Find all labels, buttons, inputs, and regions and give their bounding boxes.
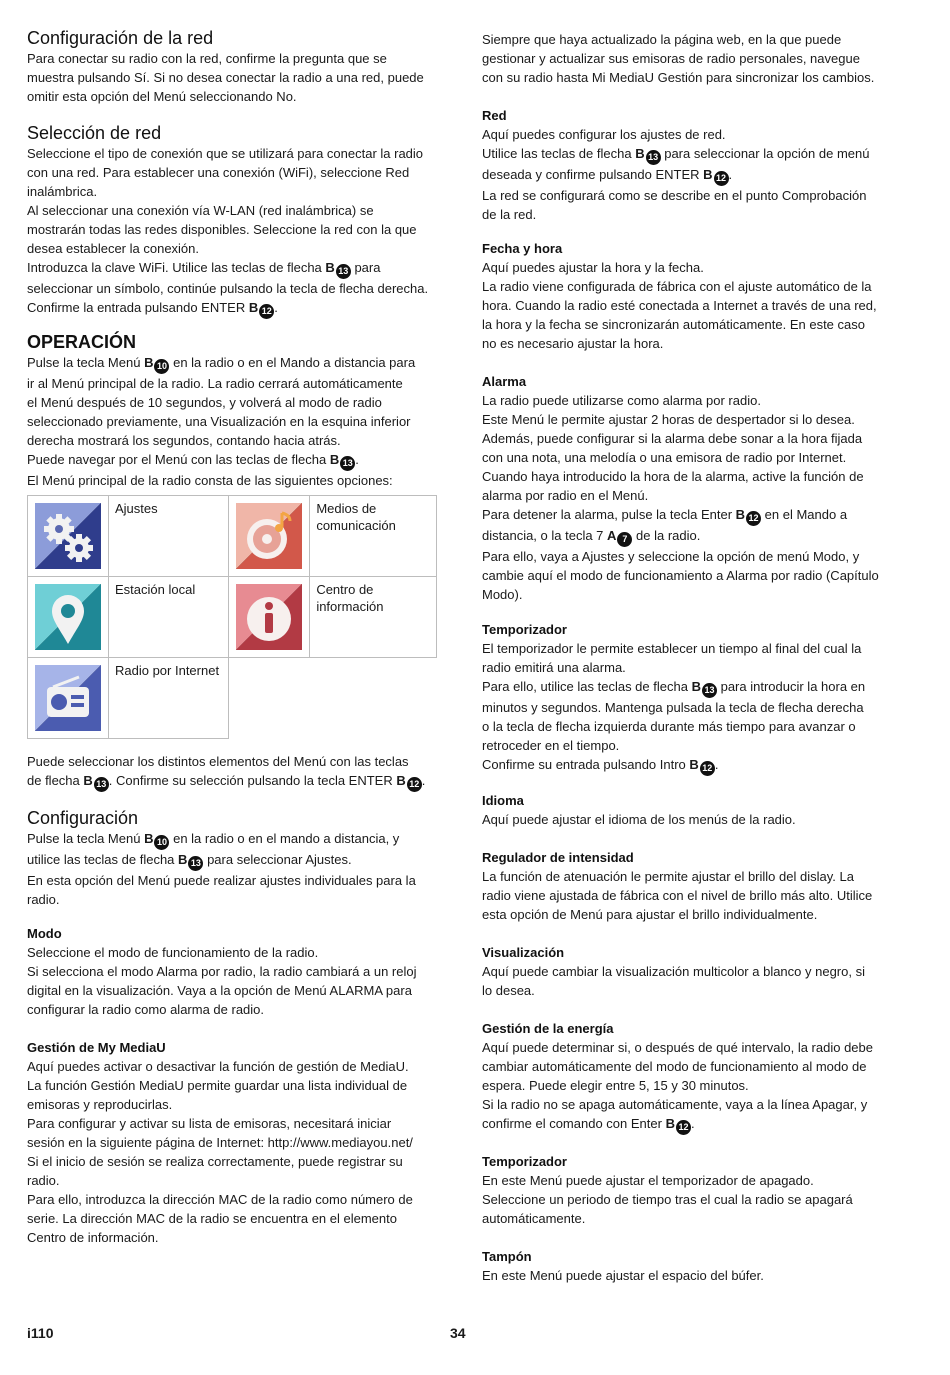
section-title: Tampón xyxy=(482,1249,532,1264)
text-line: El Menú principal de la radio consta de las siguientes opciones: xyxy=(27,473,393,488)
text-line: Seleccione el tipo de conexión que se utilizará para conectar la radio xyxy=(27,146,424,161)
menu-label-info-center: Centro de información xyxy=(310,577,437,658)
section-buffer xyxy=(482,1247,894,1285)
ref-number-badge: 10 xyxy=(154,835,169,850)
text-line: o la tecla de flecha izquierda durante más tiempo para avanzar o xyxy=(482,719,856,734)
text-line: derecha mostrará los segundos, contando hacia atrás. xyxy=(27,433,341,448)
text-line: Para conectar su radio con la red, confirme la pregunta que se xyxy=(27,51,387,66)
ref-number-badge: 12 xyxy=(746,511,761,526)
key-ref: B xyxy=(329,452,340,467)
text-run: . xyxy=(728,167,733,182)
text-line: Seleccione un periodo de tiempo tras el cual la radio se apagará xyxy=(482,1192,853,1207)
ref-number-badge: 12 xyxy=(700,761,715,776)
text-run: Puede navegar por el Menú con las teclas de flecha xyxy=(27,452,327,467)
icon-cell xyxy=(28,658,109,739)
section-title: Temporizador xyxy=(482,622,567,637)
text-line: espera. Puede elegir entre 5, 15 y 30 minutos. xyxy=(482,1078,749,1093)
text-run: Confirme la entrada pulsando ENTER xyxy=(27,300,246,315)
settings-gears-icon xyxy=(35,503,101,569)
section-dimmer xyxy=(482,848,894,924)
text-line: Aquí puede determinar si, o después de qué intervalo, la radio debe xyxy=(482,1040,873,1055)
text-line: radio. xyxy=(27,1173,60,1188)
text-line: el Menú después de 10 segundos, y volverá al modo de radio xyxy=(27,395,382,410)
text-line: seleccionado previamente, una Visualización en la esquina inferior xyxy=(27,414,411,429)
text-line: con una red. Para establecer una conexión (WiFi), seleccione Red xyxy=(27,165,410,180)
ref-number-badge: 13 xyxy=(188,856,203,871)
ref-number-badge: 13 xyxy=(336,264,351,279)
icon-cell xyxy=(28,496,109,577)
section-title: Idioma xyxy=(482,793,524,808)
section-title: OPERACIÓN xyxy=(27,332,137,352)
text-line: configurar la radio como alarma de radio. xyxy=(27,1002,265,1017)
menu-label-settings: Ajustes xyxy=(109,496,229,577)
text-line: Aquí puede ajustar el idioma de los menús de la radio. xyxy=(482,812,796,827)
text-line: gestionar y actualizar sus emisoras de radio personales, navegue xyxy=(482,51,860,66)
text-line: radio. xyxy=(27,892,60,907)
key-ref: B xyxy=(691,679,701,694)
text-line: alarma por radio en el Menú. xyxy=(482,488,649,503)
text-line: Aquí puedes activar o desactivar la función de gestión de MediaU. xyxy=(27,1059,409,1074)
text-run: para seleccionar la opción de menú xyxy=(664,146,870,161)
text-line: Aquí puedes ajustar la hora y la fecha. xyxy=(482,260,704,275)
text-line: La radio puede utilizarse como alarma por radio. xyxy=(482,393,761,408)
page-number: 34 xyxy=(450,1325,466,1341)
text-line: minutos y segundos. Mantenga pulsada la tecla de flecha derecha xyxy=(482,700,864,715)
text-line: con una nota, una melodía o una emisora de radio por Internet. xyxy=(482,450,847,465)
text-line: desea establecer la conexión. xyxy=(27,241,200,256)
text-line xyxy=(27,850,437,871)
text-line xyxy=(482,1114,894,1135)
icon-cell xyxy=(28,577,109,658)
key-ref: B xyxy=(144,831,154,846)
text-run: Pulse la tecla Menú xyxy=(27,831,141,846)
text-line xyxy=(27,353,437,374)
text-line: Modo). xyxy=(482,587,523,602)
text-line: mostrarán todas las redes disponibles. Seleccione la red con la que xyxy=(27,222,417,237)
footer-model-name: i110 xyxy=(27,1325,54,1341)
text-line: Aquí puedes configurar los ajustes de red. xyxy=(482,127,726,142)
internet-radio-icon xyxy=(35,665,101,731)
text-run: Confirme su entrada pulsando Intro xyxy=(482,757,686,772)
section-timer xyxy=(482,620,894,776)
text-run: para seleccionar Ajustes. xyxy=(207,852,352,867)
key-ref: B xyxy=(735,507,746,522)
section-title: Alarma xyxy=(482,374,527,389)
text-line xyxy=(27,771,437,792)
text-line: En este Menú puede ajustar el temporizador de apagado. xyxy=(482,1173,814,1188)
text-run: utilice las teclas de flecha xyxy=(27,852,175,867)
section-title: Regulador de intensidad xyxy=(482,850,634,865)
section-language xyxy=(482,791,894,829)
text-line: La red se configurará como se describe en el punto Comprobación xyxy=(482,188,867,203)
menu-label-internet-radio: Radio por Internet xyxy=(109,658,229,739)
text-line: ir al Menú principal de la radio. La radio cerrará automáticamente xyxy=(27,376,403,391)
key-ref: B xyxy=(325,260,335,275)
media-disc-icon xyxy=(236,503,302,569)
section-title: Configuración xyxy=(27,808,139,828)
empty-cell xyxy=(229,658,310,739)
section-title: Red xyxy=(482,108,507,123)
text-line: de la red. xyxy=(482,207,537,222)
section-title: Modo xyxy=(27,926,62,941)
key-ref: B xyxy=(635,146,645,161)
text-line: automáticamente. xyxy=(482,1211,586,1226)
text-run: . xyxy=(690,1116,695,1131)
text-run: Para ello, utilice las teclas de flecha xyxy=(482,679,688,694)
key-ref: B xyxy=(83,773,93,788)
text-line xyxy=(27,829,437,850)
section-sleep-timer xyxy=(482,1152,894,1228)
section-title: Gestión de la energía xyxy=(482,1021,614,1036)
text-run: en el Mando a xyxy=(764,507,848,522)
text-line: Centro de información. xyxy=(27,1230,159,1245)
empty-cell xyxy=(310,658,437,739)
text-line: Cuando haya introducido la hora de la alarma, active la función de xyxy=(482,469,864,484)
section-my-mediau xyxy=(27,1038,437,1247)
text-run: de la radio. xyxy=(636,528,701,543)
text-line: radio viene ajustada de fábrica con el nivel de brillo más alto. Utilice xyxy=(482,888,873,903)
text-line: la hora y la fecha se sincronizarán automáticamente. En este caso xyxy=(482,317,865,332)
text-run: Pulse la tecla Menú xyxy=(27,355,141,370)
text-line xyxy=(482,526,894,547)
section-title: Gestión de My MediaU xyxy=(27,1040,166,1055)
ref-number-badge: 13 xyxy=(646,150,661,165)
text-run: Para detener la alarma, pulse la tecla Enter xyxy=(482,507,733,522)
text-run: para introducir la hora en xyxy=(720,679,866,694)
text-run: para xyxy=(354,260,381,275)
text-run: confirme el comando con Enter xyxy=(482,1116,662,1131)
ref-number-badge: 10 xyxy=(154,359,169,374)
text-line: Seleccione el modo de funcionamiento de la radio. xyxy=(27,945,319,960)
text-line xyxy=(27,450,437,471)
text-line: sesión en la siguiente página de Internet: http://www.mediayou.net/ xyxy=(27,1135,413,1150)
text-line: digital en la visualización. Vaya a la opción de Menú ALARMA para xyxy=(27,983,412,998)
text-line: En esta opción del Menú puede realizar ajustes individuales para la xyxy=(27,873,416,888)
section-title: Visualización xyxy=(482,945,565,960)
text-run: . xyxy=(714,757,719,772)
text-line: serie. La dirección MAC de la radio se encuentra en el elemento xyxy=(27,1211,397,1226)
menu-label-local-station: Estación local xyxy=(109,577,229,658)
text-line: Si selecciona el modo Alarma por radio, la radio cambiará a un reloj xyxy=(27,964,417,979)
menu-label-media: Medios de comunicación xyxy=(310,496,437,577)
ref-number-badge: 13 xyxy=(702,683,717,698)
text-line: esta opción de Menú para ajustar el brillo individualmente. xyxy=(482,907,818,922)
section-power-management xyxy=(482,1019,894,1135)
text-line: muestra pulsando Sí. Si no desea conectar la radio a una red, puede xyxy=(27,70,424,85)
text-line: cambiar automáticamente del modo de funcionamiento al modo de xyxy=(482,1059,867,1074)
text-line: Puede seleccionar los distintos elementos del Menú con las teclas xyxy=(27,754,409,769)
text-line: En este Menú puede ajustar el espacio del búfer. xyxy=(482,1268,764,1283)
text-line: hora. Cuando la radio esté conectada a Internet a través de una red, xyxy=(482,298,877,313)
section-network-config xyxy=(27,27,437,106)
text-run: . xyxy=(355,452,359,467)
text-line: La función de atenuación le permite ajustar el brillo del dislay. La xyxy=(482,869,854,884)
key-ref: B xyxy=(178,852,188,867)
key-ref: A xyxy=(607,528,617,543)
ref-number-badge: 12 xyxy=(259,304,274,319)
text-line: con su radio hasta Mi MediaU Gestión para sincronizar los cambios. xyxy=(482,70,875,85)
text-run: Utilice las teclas de flecha xyxy=(482,146,632,161)
icon-cell xyxy=(229,496,310,577)
key-ref: B xyxy=(665,1116,675,1131)
text-line: Si el inicio de sesión se realiza correctamente, puede registrar su xyxy=(27,1154,403,1169)
text-line: Si la radio no se apaga automáticamente, vaya a la línea Apagar, y xyxy=(482,1097,868,1112)
text-line: cambie aquí el modo de funcionamiento a Alarma por radio (Capítulo xyxy=(482,568,879,583)
text-run: de flecha xyxy=(27,773,80,788)
text-line xyxy=(27,298,437,319)
text-line: Aquí puede cambiar la visualización multicolor a blanco y negro, si xyxy=(482,964,865,979)
key-ref: B xyxy=(248,300,259,315)
key-ref: B xyxy=(689,757,699,772)
key-ref: B xyxy=(703,167,713,182)
text-run: en la radio o en el Mando a distancia para xyxy=(173,355,416,370)
section-mode xyxy=(27,924,437,1019)
text-run: Introduzca la clave WiFi. Utilice las teclas de flecha xyxy=(27,260,322,275)
text-line: Al seleccionar una conexión vía W-LAN (red inalámbrica) se xyxy=(27,203,374,218)
ref-number-badge: 12 xyxy=(676,1120,691,1135)
text-line: La función Gestión MediaU permite guardar una lista individual de xyxy=(27,1078,408,1093)
text-line: no es necesario ajustar la hora. xyxy=(482,336,664,351)
info-icon xyxy=(236,584,302,650)
text-line: seleccionar un símbolo, continúe pulsando la tecla de flecha derecha. xyxy=(27,281,429,296)
section-title: Fecha y hora xyxy=(482,241,563,256)
icon-cell xyxy=(229,577,310,658)
text-line xyxy=(482,755,894,776)
section-network xyxy=(482,106,894,224)
section-configuration xyxy=(27,807,437,909)
section-title: Configuración de la red xyxy=(27,28,214,48)
text-line: Para ello, introduzca la dirección MAC de la radio como número de xyxy=(27,1192,413,1207)
text-run: distancia, o la tecla 7 xyxy=(482,528,604,543)
text-line: Este Menú le permite ajustar 2 horas de despertador si lo desea. xyxy=(482,412,855,427)
text-line: Para configurar y activar su lista de emisoras, necesitará iniciar xyxy=(27,1116,392,1131)
section-display xyxy=(482,943,894,1000)
key-ref: B xyxy=(396,773,406,788)
ref-number-badge: 13 xyxy=(94,777,109,792)
section-network-selection xyxy=(27,122,437,319)
text-line xyxy=(482,165,894,186)
text-line xyxy=(482,505,894,526)
text-line: Además, puede configurar si la alarma debe sonar a la hora fijada xyxy=(482,431,863,446)
text-line: omitir esta opción del Menú seleccionando No. xyxy=(27,89,297,104)
section-title: Selección de red xyxy=(27,123,162,143)
text-line xyxy=(27,258,437,279)
text-line: lo desea. xyxy=(482,983,535,998)
section-mediau-sync xyxy=(482,30,894,87)
text-line: retroceder en el tiempo. xyxy=(482,738,620,753)
text-line: emisoras y reproducirlas. xyxy=(27,1097,173,1112)
text-line xyxy=(482,677,894,698)
section-alarm xyxy=(482,372,894,604)
text-line: radio emitirá una alarma. xyxy=(482,660,626,675)
ref-number-badge: 12 xyxy=(714,171,729,186)
ref-number-badge: 7 xyxy=(617,532,632,547)
text-line: Para ello, vaya a Ajustes y seleccione la opción de menú Modo, y xyxy=(482,549,860,564)
ref-number-badge: 13 xyxy=(340,456,355,471)
main-menu-options-table xyxy=(27,495,437,739)
text-run: en la radio o en el mando a distancia, y xyxy=(173,831,400,846)
text-run: . xyxy=(274,300,278,315)
section-operation xyxy=(27,331,437,490)
text-line: Siempre que haya actualizado la página web, en la que puede xyxy=(482,32,842,47)
section-date-time xyxy=(482,239,894,353)
text-run: deseada y confirme pulsando ENTER xyxy=(482,167,700,182)
text-line: El temporizador le permite establecer un tiempo al final del cual la xyxy=(482,641,862,656)
section-menu-navigation xyxy=(27,752,437,792)
key-ref: B xyxy=(144,355,154,370)
text-run: . xyxy=(421,773,426,788)
location-pin-icon xyxy=(35,584,101,650)
text-line: inalámbrica. xyxy=(27,184,98,199)
text-line: La radio viene configurada de fábrica con el ajuste automático de la xyxy=(482,279,872,294)
ref-number-badge: 12 xyxy=(407,777,422,792)
text-line xyxy=(482,144,894,165)
section-title: Temporizador xyxy=(482,1154,567,1169)
text-run: . Confirme su selección pulsando la tecla ENTER xyxy=(108,773,393,788)
